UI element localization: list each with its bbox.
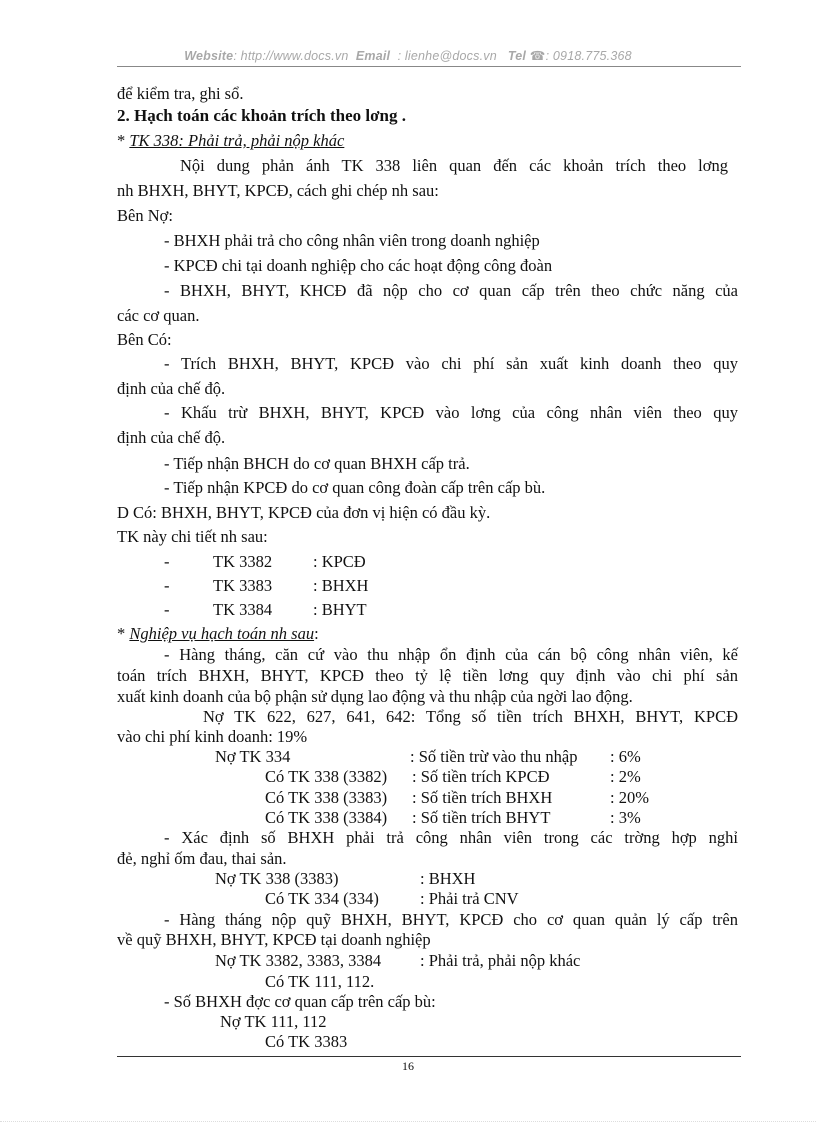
section-heading: 2. Hạch toán các khoản trích theo lơng . [117,106,406,125]
account-name: : BHYT [313,600,367,619]
website-value: : http://www.docs.vn [233,49,349,63]
text-line: Nợ TK 622, 627, 641, 642: Tổng số tiền trích BHXH, BHYT, KPCĐ [203,707,738,726]
text-line: D Có: BHXH, BHYT, KPCĐ của đơn vị hiện có đầu kỳ. [117,503,491,522]
entry-account: Có TK 338 (3384) [265,808,388,827]
account-code: TK 3383 [213,576,273,595]
page-bottom-border [0,1121,816,1122]
text-line: - KPCĐ chi tại doanh nghiệp cho các hoạt động công đoàn [164,256,553,275]
account-name: : BHXH [313,576,369,595]
text-line: - Số BHXH đợc cơ quan cấp trên cấp bù: [164,992,436,1011]
subsection-heading [117,624,319,644]
text-line: Bên Nợ: [117,206,173,225]
entry-description: : BHXH [420,869,476,888]
text-line: định của chế độ. [117,379,226,398]
text-line: TK này chi tiết nh sau: [117,527,268,546]
tel-value: : 0918.775.368 [545,49,632,63]
entry-account: Có TK 334 (334) [265,889,379,908]
text-line: - BHXH, BHYT, KHCĐ đã nộp cho cơ quan cấp trên theo chức năng của [164,281,738,300]
entry-account: Có TK 3383 [265,1032,348,1051]
entry-description: : Số tiền trích BHXH [412,788,553,807]
text-line: - Hàng tháng nộp quỹ BHXH, BHYT, KPCĐ cho cơ quan quản lý cấp trên [164,910,738,929]
bullet-star: * [117,131,130,150]
entry-account: Có TK 338 (3382) [265,767,388,786]
text-line: - Hàng tháng, căn cứ vào thu nhập ổn định của cán bộ công nhân viên, kế [164,645,738,664]
text-line: Nội dung phản ánh TK 338 liên quan đến các khoản trích theo lơng [180,156,728,175]
entry-percent: : 2% [610,767,641,786]
entry-description: : Số tiền trừ vào thu nhập [410,747,578,766]
account-code: TK 3384 [213,600,273,619]
tel-label: Tel [507,49,527,63]
text-line: về quỹ BHXH, BHYT, KPCĐ tại doanh nghiệp [117,930,431,949]
list-dash: - [164,552,170,571]
account-code: TK 3382 [213,552,273,571]
text-line: - Xác định số BHXH phải trả công nhân viên trong các trờng hợp nghỉ [164,828,738,847]
list-dash: - [164,576,170,595]
text-line: đẻ, nghỉ ốm đau, thai sản. [117,849,287,868]
website-label: Website [184,49,234,63]
entry-account: Có TK 111, 112. [265,972,375,991]
text-line: các cơ quan. [117,306,200,325]
entry-percent: : 3% [610,808,641,827]
entry-account: Nợ TK 111, 112 [220,1012,327,1031]
account-name: : KPCĐ [313,552,366,571]
entry-description: : Phải trả CNV [420,889,519,908]
page-header [0,48,816,63]
entry-account: Nợ TK 3382, 3383, 3384 [215,951,382,970]
phone-icon: ☎ [529,49,546,63]
heading-colon: : [314,624,319,643]
entry-percent: : 20% [610,788,649,807]
subsection-heading [117,131,344,151]
entry-account: Nợ TK 338 (3383) [215,869,339,888]
subsection-title: Nghiệp vụ hạch toán nh sau [129,624,315,643]
entry-description: : Số tiền trích KPCĐ [412,767,550,786]
entry-percent: : 6% [610,747,641,766]
text-line: - Trích BHXH, BHYT, KPCĐ vào chi phí sản xuất kinh doanh theo quy [164,354,738,373]
email-label: Email [355,49,391,63]
text-line: - Tiếp nhận BHCH do cơ quan BHXH cấp trả. [164,454,470,473]
text-line: định của chế độ. [117,428,226,447]
text-line: - Tiếp nhận KPCĐ do cơ quan công đoàn cấp trên cấp bù. [164,478,546,497]
subsection-title: TK 338: Phải trả, phải nộp khác [129,131,345,150]
entry-account: Có TK 338 (3383) [265,788,388,807]
text-line: - BHXH phải trả cho công nhân viên trong doanh nghiệp [164,231,540,250]
header-divider [117,66,741,67]
entry-description: : Phải trả, phải nộp khác [420,951,581,970]
email-value: : lienhe@docs.vn [397,49,497,63]
text-line: để kiểm tra, ghi sổ. [117,84,244,103]
page-number: 16 [402,1059,414,1073]
text-line: xuất kinh doanh của bộ phận sử dụng lao động và thu nhập của ngời lao động. [117,687,633,706]
text-line: nh BHXH, BHYT, KPCĐ, cách ghi chép nh sau: [117,181,439,200]
bullet-star: * [117,624,130,643]
text-line: vào chi phí kinh doanh: 19% [117,727,308,746]
footer-divider [117,1056,741,1057]
list-dash: - [164,600,170,619]
entry-description: : Số tiền trích BHYT [412,808,551,827]
text-line: toán trích BHXH, BHYT, KPCĐ theo tỷ lệ tiền lơng quy định vào chi phí sản [117,666,738,685]
entry-account: Nợ TK 334 [215,747,291,766]
text-line: - Khấu trừ BHXH, BHYT, KPCĐ vào lơng của công nhân viên theo quy [164,403,738,422]
text-line: Bên Có: [117,330,172,349]
